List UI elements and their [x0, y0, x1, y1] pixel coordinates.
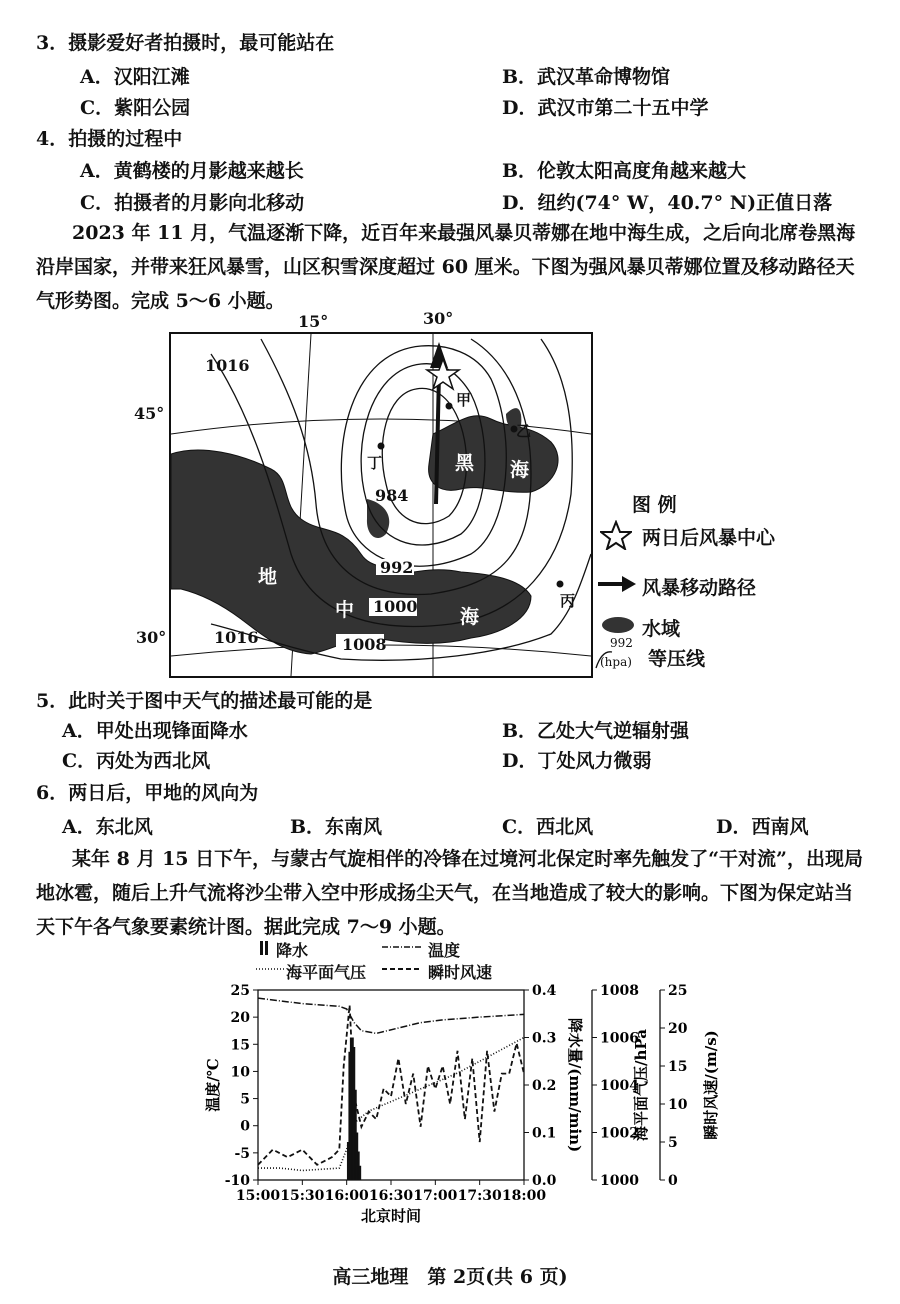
q6-option-d[interactable]: D．西南风 — [716, 816, 809, 838]
isobar-992: 992 — [380, 558, 414, 577]
x-tick-label: 18:00 — [501, 1188, 547, 1204]
legend-star-label: 两日后风暴中心 — [642, 527, 776, 549]
lat-label-30: 30° — [136, 628, 167, 647]
q3-option-d[interactable]: D．武汉市第二十五中学 — [502, 97, 709, 119]
q6-stem: 6．两日后，甲地的风向为 — [36, 782, 259, 804]
pressure-tick-label: 1002 — [600, 1125, 639, 1142]
q3-option-c[interactable]: C．紫阳公园 — [80, 97, 191, 119]
pressure-tick-label: 1004 — [600, 1078, 639, 1094]
legend-isobar-unit: (hpa) — [600, 655, 632, 669]
temperature-tick-label: 20 — [230, 1010, 250, 1027]
isobar-1016-south: 1016 — [214, 628, 259, 647]
passage-storm: 2023 年 11 月，气温逐渐下降，近百年来最强风暴贝蒂娜在地中海生成，之后向北席卷黑海沿岸国家，并带来狂风暴雪，山区积雪深度超过 60 厘米。下图为强风暴贝蒂娜位置及移动路径天气形势图。完成 5～6 小题。 — [36, 222, 856, 312]
pressure-tick-label: 1008 — [600, 983, 639, 999]
wind-tick-label: 25 — [668, 983, 688, 999]
isobar-1000: 1000 — [373, 597, 418, 616]
lon-label-30: 30° — [423, 309, 454, 328]
legend-water-label: 水域 — [642, 618, 681, 640]
place-jia: 甲 — [456, 391, 472, 409]
q3-option-a[interactable]: A．汉阳江滩 — [80, 66, 190, 88]
x-tick-label: 16:00 — [324, 1188, 369, 1204]
q4-option-a[interactable]: A．黄鹤楼的月影越来越长 — [80, 160, 304, 182]
x-tick-label: 17:30 — [457, 1188, 502, 1204]
q4-option-b[interactable]: B．伦敦太阳高度角越来越大 — [502, 160, 747, 182]
pressure-line — [258, 1038, 524, 1171]
sea-label-hai-med: 海 — [460, 606, 480, 628]
place-bing: 丙 — [560, 592, 576, 610]
legend-star-icon — [600, 520, 632, 550]
temperature-line — [258, 998, 524, 1033]
x-tick-label: 16:30 — [368, 1188, 414, 1204]
ylabel-wind: 瞬时风速/(m/s) — [702, 1030, 720, 1140]
q4-option-c[interactable]: C．拍摄者的月影向北移动 — [80, 192, 305, 214]
x-tick-label: 17:00 — [413, 1188, 458, 1204]
precip-bar — [359, 1166, 361, 1180]
precipitation-tick-label: 0.4 — [532, 983, 557, 999]
x-tick-label: 15:00 — [235, 1188, 281, 1204]
legend-arrow-icon — [596, 574, 638, 594]
q5-option-b[interactable]: B．乙处大气逆辐射强 — [502, 720, 690, 742]
q5-stem: 5．此时关于图中天气的描述最可能的是 — [36, 690, 373, 712]
wind-tick-label: 10 — [668, 1097, 688, 1113]
isobar-1008: 1008 — [342, 635, 387, 654]
pressure-tick-label: 1000 — [600, 1173, 639, 1189]
sea-label-hai-black: 海 — [510, 459, 530, 481]
map-canvas — [171, 334, 591, 676]
wind-tick-label: 15 — [668, 1059, 688, 1075]
map-frame — [169, 332, 593, 678]
wind-tick-label: 5 — [668, 1135, 678, 1151]
legend-wind-label: 瞬时风速 — [428, 963, 493, 982]
legend-precip-swatch — [260, 941, 268, 955]
temperature-tick-label: -10 — [224, 1173, 250, 1189]
q5-option-d[interactable]: D．丁处风力微弱 — [502, 750, 652, 772]
precipitation-tick-label: 0.0 — [532, 1173, 557, 1189]
ylabel-temperature: 温度/℃ — [204, 1058, 222, 1112]
page-footer: 高三地理 第 2页(共 6 页) — [332, 1266, 568, 1288]
sea-label-di: 地 — [258, 566, 278, 588]
legend-isobar-label: 等压线 — [648, 648, 706, 670]
temperature-tick-label: 5 — [240, 1091, 250, 1108]
pressure-tick-label: 1006 — [600, 1030, 639, 1047]
temperature-tick-label: 10 — [230, 1064, 250, 1081]
place-yi: 乙 — [516, 422, 532, 440]
passage-dry-convection: 某年 8 月 15 日下午，与蒙古气旋相伴的冷锋在过境河北保定时率先触发了“干对流”，出现局地冰雹，随后上升气流将沙尘带入空中形成扬尘天气，在当地造成了较大的影响。下图为保定站当天下午各气象要素统计图。据此完成 7～9 小题。 — [36, 848, 863, 938]
legend-title: 图 例 — [632, 494, 677, 516]
sea-label-zhong: 中 — [335, 599, 355, 621]
temperature-tick-label: 15 — [230, 1037, 250, 1054]
legend-temp-swatch — [382, 944, 422, 950]
q3-option-b[interactable]: B．武汉革命博物馆 — [502, 66, 671, 88]
temperature-tick-label: -5 — [234, 1145, 250, 1162]
lon-label-15: 15° — [298, 312, 329, 331]
legend-precip-label: 降水 — [276, 941, 309, 960]
temperature-tick-label: 25 — [230, 983, 250, 999]
isobar-984: 984 — [375, 486, 409, 505]
temperature-tick-label: 0 — [240, 1118, 250, 1135]
legend-temp-label: 温度 — [428, 941, 461, 960]
x-tick-label: 15:30 — [280, 1188, 325, 1204]
wind-tick-label: 20 — [668, 1021, 688, 1037]
legend-isobar-value: 992 — [610, 636, 633, 650]
legend-pressure-label: 海平面气压 — [286, 963, 367, 982]
q6-option-b[interactable]: B．东南风 — [290, 816, 383, 838]
legend-pressure-swatch — [256, 966, 284, 972]
sea-label-hei: 黑 — [455, 452, 475, 474]
q4-stem: 4．拍摄的过程中 — [36, 128, 183, 150]
place-ding: 丁 — [367, 454, 383, 472]
q5-option-a[interactable]: A．甲处出现锋面降水 — [62, 720, 248, 742]
q5-option-c[interactable]: C．丙处为西北风 — [62, 750, 211, 772]
wind-tick-label: 0 — [668, 1173, 678, 1189]
precipitation-tick-label: 0.1 — [532, 1125, 557, 1142]
chart-canvas — [200, 978, 740, 1228]
legend-arrow-label: 风暴移动路径 — [642, 577, 757, 599]
precipitation-tick-label: 0.2 — [532, 1078, 557, 1094]
precipitation-tick-label: 0.3 — [532, 1030, 557, 1047]
isobar-1016-north: 1016 — [205, 356, 250, 375]
q6-option-c[interactable]: C．西北风 — [502, 816, 594, 838]
q6-option-a[interactable]: A．东北风 — [62, 816, 153, 838]
legend-wind-swatch — [382, 966, 422, 972]
q4-option-d[interactable]: D．纽约(74° W，40.7° N)正值日落 — [502, 192, 833, 214]
ylabel-precipitation: 降水量/(mm/min) — [566, 1017, 584, 1153]
q3-stem: 3．摄影爱好者拍摄时，最可能站在 — [36, 32, 335, 54]
legend-water-icon — [600, 615, 636, 635]
xlabel: 北京时间 — [360, 1207, 422, 1225]
ylabel-pressure: 海平面气压/hPa — [632, 1029, 650, 1141]
lat-label-45: 45° — [134, 404, 165, 423]
